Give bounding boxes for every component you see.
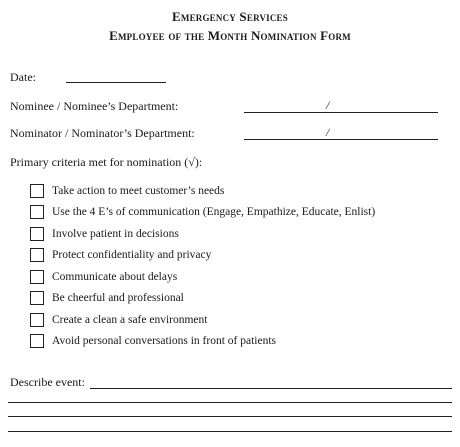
criteria-checkbox[interactable] xyxy=(30,334,44,348)
describe-event-label: Describe event: xyxy=(10,375,85,389)
criteria-label: Involve patient in decisions xyxy=(52,227,179,240)
criteria-item xyxy=(30,245,375,267)
nominator-field-line[interactable] xyxy=(244,139,438,140)
nominee-label: Nominee / Nominee’s Department: xyxy=(10,99,179,113)
criteria-label: Be cheerful and professional xyxy=(52,292,184,305)
criteria-item xyxy=(30,180,375,202)
form-title-line2: Employee of the Month Nomination Form xyxy=(109,28,351,43)
criteria-heading: Primary criteria met for nomination (√): xyxy=(10,155,203,169)
criteria-checkbox[interactable] xyxy=(30,313,44,327)
criteria-item xyxy=(30,223,375,245)
criteria-item xyxy=(30,266,375,288)
criteria-label: Protect confidentiality and privacy xyxy=(52,249,212,262)
criteria-checkbox[interactable] xyxy=(30,270,44,284)
nominee-field-line[interactable] xyxy=(244,112,438,113)
nominator-separator: / xyxy=(326,125,330,139)
form-title-line1: Emergency Services xyxy=(172,9,288,24)
nominee-separator: / xyxy=(326,98,330,112)
criteria-item xyxy=(30,309,375,331)
criteria-checklist xyxy=(30,180,375,352)
criteria-item xyxy=(30,331,375,353)
criteria-item xyxy=(30,202,375,224)
criteria-checkbox[interactable] xyxy=(30,205,44,219)
describe-event-line-2[interactable] xyxy=(8,402,452,403)
describe-event-line-4[interactable] xyxy=(8,431,452,432)
criteria-item xyxy=(30,288,375,310)
criteria-checkbox[interactable] xyxy=(30,291,44,305)
criteria-label: Use the 4 E’s of communication (Engage, Empathize, Educate, Enlist) xyxy=(52,206,376,219)
criteria-label: Avoid personal conversations in front of patients xyxy=(52,335,276,348)
date-field-line[interactable] xyxy=(66,82,166,83)
describe-event-line-1[interactable] xyxy=(90,388,452,389)
criteria-label: Communicate about delays xyxy=(52,270,178,283)
criteria-checkbox[interactable] xyxy=(30,227,44,241)
nominator-label: Nominator / Nominator’s Department: xyxy=(10,126,195,140)
criteria-checkbox[interactable] xyxy=(30,184,44,198)
describe-event-line-3[interactable] xyxy=(8,416,452,417)
criteria-label: Create a clean a safe environment xyxy=(52,313,208,326)
criteria-label: Take action to meet customer’s needs xyxy=(52,184,225,197)
date-label: Date: xyxy=(10,70,36,84)
criteria-checkbox[interactable] xyxy=(30,248,44,262)
